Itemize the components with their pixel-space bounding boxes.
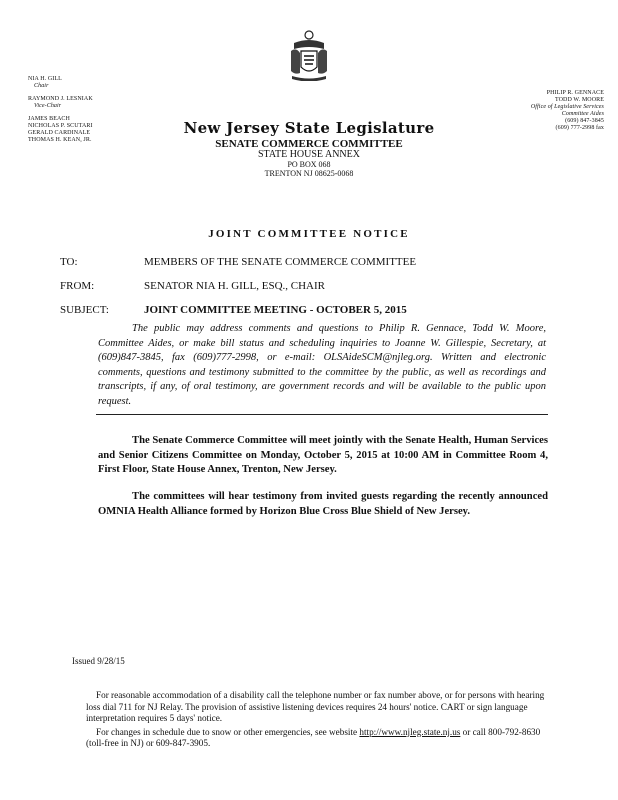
letterhead-address [150, 138, 468, 178]
member-name: GERALD CARDINALE [28, 130, 91, 136]
subject-label: SUBJECT: [60, 304, 109, 316]
member-name: NICHOLAS P. SCUTARI [28, 123, 93, 129]
member-role: Vice-Chair [34, 103, 62, 109]
from-value: SENATOR NIA H. GILL, ESQ., CHAIR [144, 280, 325, 292]
accommodation-note: For reasonable accommodation of a disability call the telephone number or fax number above, or for persons with hearing loss dial 711 for NJ Relay. The provision of assistive listening devices requires 24 hours' notice. CART or sign language interpretation requires 5 days' notice. [86, 690, 545, 723]
schedule-note-phone: or call 800-792-8630 (toll-free in NJ) or 609-847-3905. [86, 726, 541, 748]
building-line: STATE HOUSE ANNEX [258, 149, 360, 160]
to-label: TO: [60, 256, 78, 268]
staff-name: PHILIP R. GENNACE [546, 90, 604, 96]
schedule-change-note [86, 727, 552, 750]
to-value: MEMBERS OF THE SENATE COMMERCE COMMITTEE [144, 256, 417, 268]
committee-name: SENATE COMMERCE COMMITTEE [215, 138, 403, 150]
to-row [60, 256, 416, 268]
member-name: THOMAS H. KEAN, JR. [28, 137, 92, 143]
committee-members-list [28, 76, 93, 144]
subject-value: JOINT COMMITTEE MEETING - OCTOBER 5, 2015 [144, 304, 407, 316]
schedule-note-text: For changes in schedule due to snow or other emergencies, see website [96, 726, 360, 737]
staff-office: Office of Legislative Services [530, 104, 604, 110]
staff-name: TODD W. MOORE [554, 97, 604, 103]
member-name: RAYMOND J. LESNIAK [28, 96, 93, 102]
notice-title: JOINT COMMITTEE NOTICE [208, 228, 410, 240]
city-line: TRENTON NJ 08625-0068 [264, 169, 354, 178]
testimony-announcement: The committees will hear testimony from invited guests regarding the recently announced OMNIA Health Alliance formed by Horizon Blue Cross Blue Shield of New Jersey. [98, 491, 548, 517]
staff-fax: (609) 777-2998 fax [555, 125, 604, 131]
issued-date: Issued 9/28/15 [72, 656, 125, 666]
meeting-announcement: The Senate Commerce Committee will meet jointly with the Senate Health, Human Services and Senior Citizens Committee on Monday, October 5, 2015 at 10:00 AM in Committee Room 4, First Floor, State House Annex, Trenton, New Jersey. [98, 435, 548, 475]
staff-title: Committee Aides [561, 111, 604, 117]
website-link[interactable]: http://www.njleg.state.nj.us [359, 726, 461, 737]
member-role: Chair [34, 83, 49, 89]
state-seal-icon [288, 29, 330, 81]
subject-row [60, 304, 407, 316]
member-name: JAMES BEACH [28, 116, 70, 122]
divider [96, 414, 548, 415]
staff-phone: (609) 847-3845 [565, 118, 604, 124]
legislature-heading: New Jersey State Legislature [183, 119, 435, 137]
from-row [60, 280, 325, 292]
committee-staff-block [508, 90, 604, 132]
public-comment-notice: The public may address comments and questions to Philip R. Gennace, Todd W. Moore, Committee Aides, or make bill status and scheduling inquiries to Joanne W. Gillespie, Secretary, at (609)847-3845, fax (609)777-2998, or e-mail: OLSAideSCM@njleg.org. Written and electronic comments, questions and testimony submitted to the committee by the public, as well as recordings and transcripts, if any, of oral testimony, are government records and will be available to the public upon request. [98, 323, 546, 407]
pobox-line: PO BOX 068 [287, 160, 331, 169]
member-name: NIA H. GILL [28, 76, 62, 82]
from-label: FROM: [60, 280, 95, 292]
footer-notes [86, 690, 552, 750]
